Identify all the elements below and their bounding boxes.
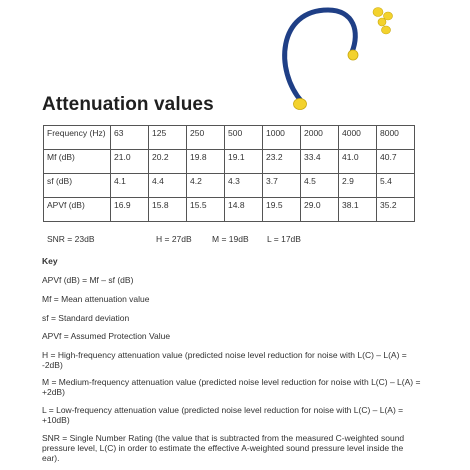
table-cell: 16.9 [111, 198, 149, 222]
banded-earplugs-image [270, 0, 470, 120]
row-header: Mf (dB) [44, 150, 111, 174]
table-cell: 33.4 [301, 150, 339, 174]
table-row [44, 150, 415, 174]
table-cell: 4.4 [149, 174, 187, 198]
table-cell: 1000 [263, 126, 301, 150]
table-cell: 4.2 [187, 174, 225, 198]
attenuation-table [43, 125, 415, 222]
page-title: Attenuation values [42, 94, 214, 115]
table-cell: 15.8 [149, 198, 187, 222]
table-cell: 2000 [301, 126, 339, 150]
table-cell: 4.5 [301, 174, 339, 198]
snr-value: SNR = 23dB [47, 234, 95, 244]
table-cell: 15.5 [187, 198, 225, 222]
headband [285, 10, 356, 102]
row-header: APVf (dB) [44, 198, 111, 222]
table-row [44, 126, 415, 150]
table-cell: 4.3 [225, 174, 263, 198]
table-cell: 35.2 [377, 198, 415, 222]
key-item: APVf = Assumed Protection Value [42, 331, 171, 341]
table-cell: 125 [149, 126, 187, 150]
table-cell: 3.7 [263, 174, 301, 198]
table-cell: 41.0 [339, 150, 377, 174]
table-cell: 29.0 [301, 198, 339, 222]
key-item: Mf = Mean attenuation value [42, 294, 150, 304]
table-cell: 4000 [339, 126, 377, 150]
row-header: sf (dB) [44, 174, 111, 198]
table-cell: 8000 [377, 126, 415, 150]
l-value: L = 17dB [267, 234, 301, 244]
earplug-tip-left [294, 99, 307, 110]
key-item: sf = Standard deviation [42, 313, 130, 323]
table-row [44, 198, 415, 222]
key-item: M = Medium-frequency attenuation value (predicted noise level reduction for noise with L(C) – L(A) = +2dB) [42, 377, 421, 397]
table-cell: 40.7 [377, 150, 415, 174]
m-value: M = 19dB [212, 234, 249, 244]
key-heading: Key [42, 256, 58, 266]
table-cell: 19.1 [225, 150, 263, 174]
h-value: H = 27dB [156, 234, 192, 244]
table-cell: 19.8 [187, 150, 225, 174]
table-row [44, 174, 415, 198]
key-item: H = High-frequency attenuation value (predicted noise level reduction for noise with L(C) – L(A) = -2dB) [42, 350, 407, 370]
table-cell: 21.0 [111, 150, 149, 174]
key-item: APVf (dB) = Mf – sf (dB) [42, 275, 134, 285]
table-cell: 38.1 [339, 198, 377, 222]
key-item: SNR = Single Number Rating (the value that is subtracted from the measured C-weighted sound pressure level, L(C) in order to estimate the effective A-weighted sound pressure level inside the ear). [42, 433, 405, 463]
table-cell: 63 [111, 126, 149, 150]
key-item: L = Low-frequency attenuation value (predicted noise level reduction for noise with L(C) – L(A) = +10dB) [42, 405, 404, 425]
row-header: Frequency (Hz) [44, 126, 111, 150]
table-cell: 23.2 [263, 150, 301, 174]
table-cell: 500 [225, 126, 263, 150]
table-cell: 19.5 [263, 198, 301, 222]
table-cell: 4.1 [111, 174, 149, 198]
table-cell: 250 [187, 126, 225, 150]
table-cell: 20.2 [149, 150, 187, 174]
loose-earplugs [373, 8, 393, 35]
table-cell: 5.4 [377, 174, 415, 198]
table-cell: 14.8 [225, 198, 263, 222]
earplug-tip-right [348, 50, 358, 60]
table-cell: 2.9 [339, 174, 377, 198]
